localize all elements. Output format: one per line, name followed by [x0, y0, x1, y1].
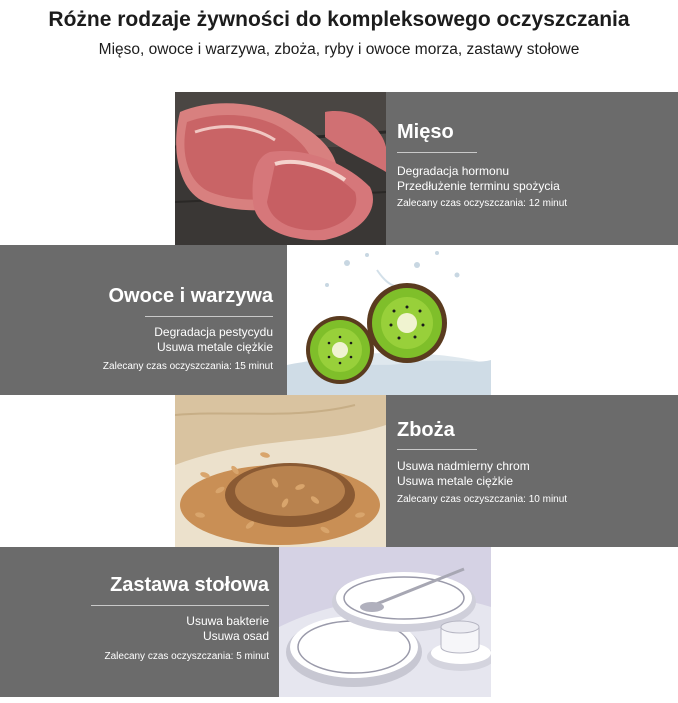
meat-benefit-2: Przedłużenie terminu spożycia [397, 179, 560, 193]
tableware-heading-rule [91, 605, 269, 606]
tableware-benefit-1: Usuwa bakterie [186, 614, 269, 628]
tableware-panel [0, 547, 279, 697]
tableware-recommendation: Zalecany czas oczyszczania: 5 minut [104, 651, 269, 662]
meat-heading-rule [397, 152, 477, 153]
meat-photo [175, 92, 386, 245]
grain-benefit-1: Usuwa nadmierny chrom [397, 459, 530, 473]
meat-heading: Mięso [397, 121, 454, 143]
meat-benefit-1: Degradacja hormonu [397, 164, 510, 178]
fruit-heading: Owoce i warzywa [108, 285, 273, 307]
page-title: Różne rodzaje żywności do kompleksowego oczyszczania [48, 8, 630, 31]
fruit-benefit-2: Usuwa metale ciężkie [156, 340, 273, 354]
tableware-benefit-2: Usuwa osad [202, 629, 269, 643]
meat-panel [386, 92, 678, 245]
fruit-recommendation: Zalecany czas oczyszczania: 15 minut [102, 361, 273, 372]
tableware-photo [279, 547, 491, 697]
fruit-panel [0, 245, 287, 395]
grain-heading: Zboża [397, 419, 455, 441]
fruit-benefit-1: Degradacja pestycydu [154, 325, 273, 339]
grain-recommendation: Zalecany czas oczyszczania: 10 minut [397, 494, 568, 505]
fruit-heading-rule [145, 316, 273, 317]
meat-recommendation: Zalecany czas oczyszczania: 12 minut [397, 198, 568, 209]
grain-benefit-2: Usuwa metale ciężkie [397, 474, 514, 488]
fruit-photo [287, 245, 491, 395]
page-subtitle: Mięso, owoce i warzywa, zboża, ryby i owoce morza, zastawy stołowe [98, 41, 580, 58]
grain-photo [175, 395, 386, 547]
grain-heading-rule [397, 449, 477, 450]
tableware-heading: Zastawa stołowa [110, 574, 269, 596]
grain-panel [386, 395, 678, 547]
